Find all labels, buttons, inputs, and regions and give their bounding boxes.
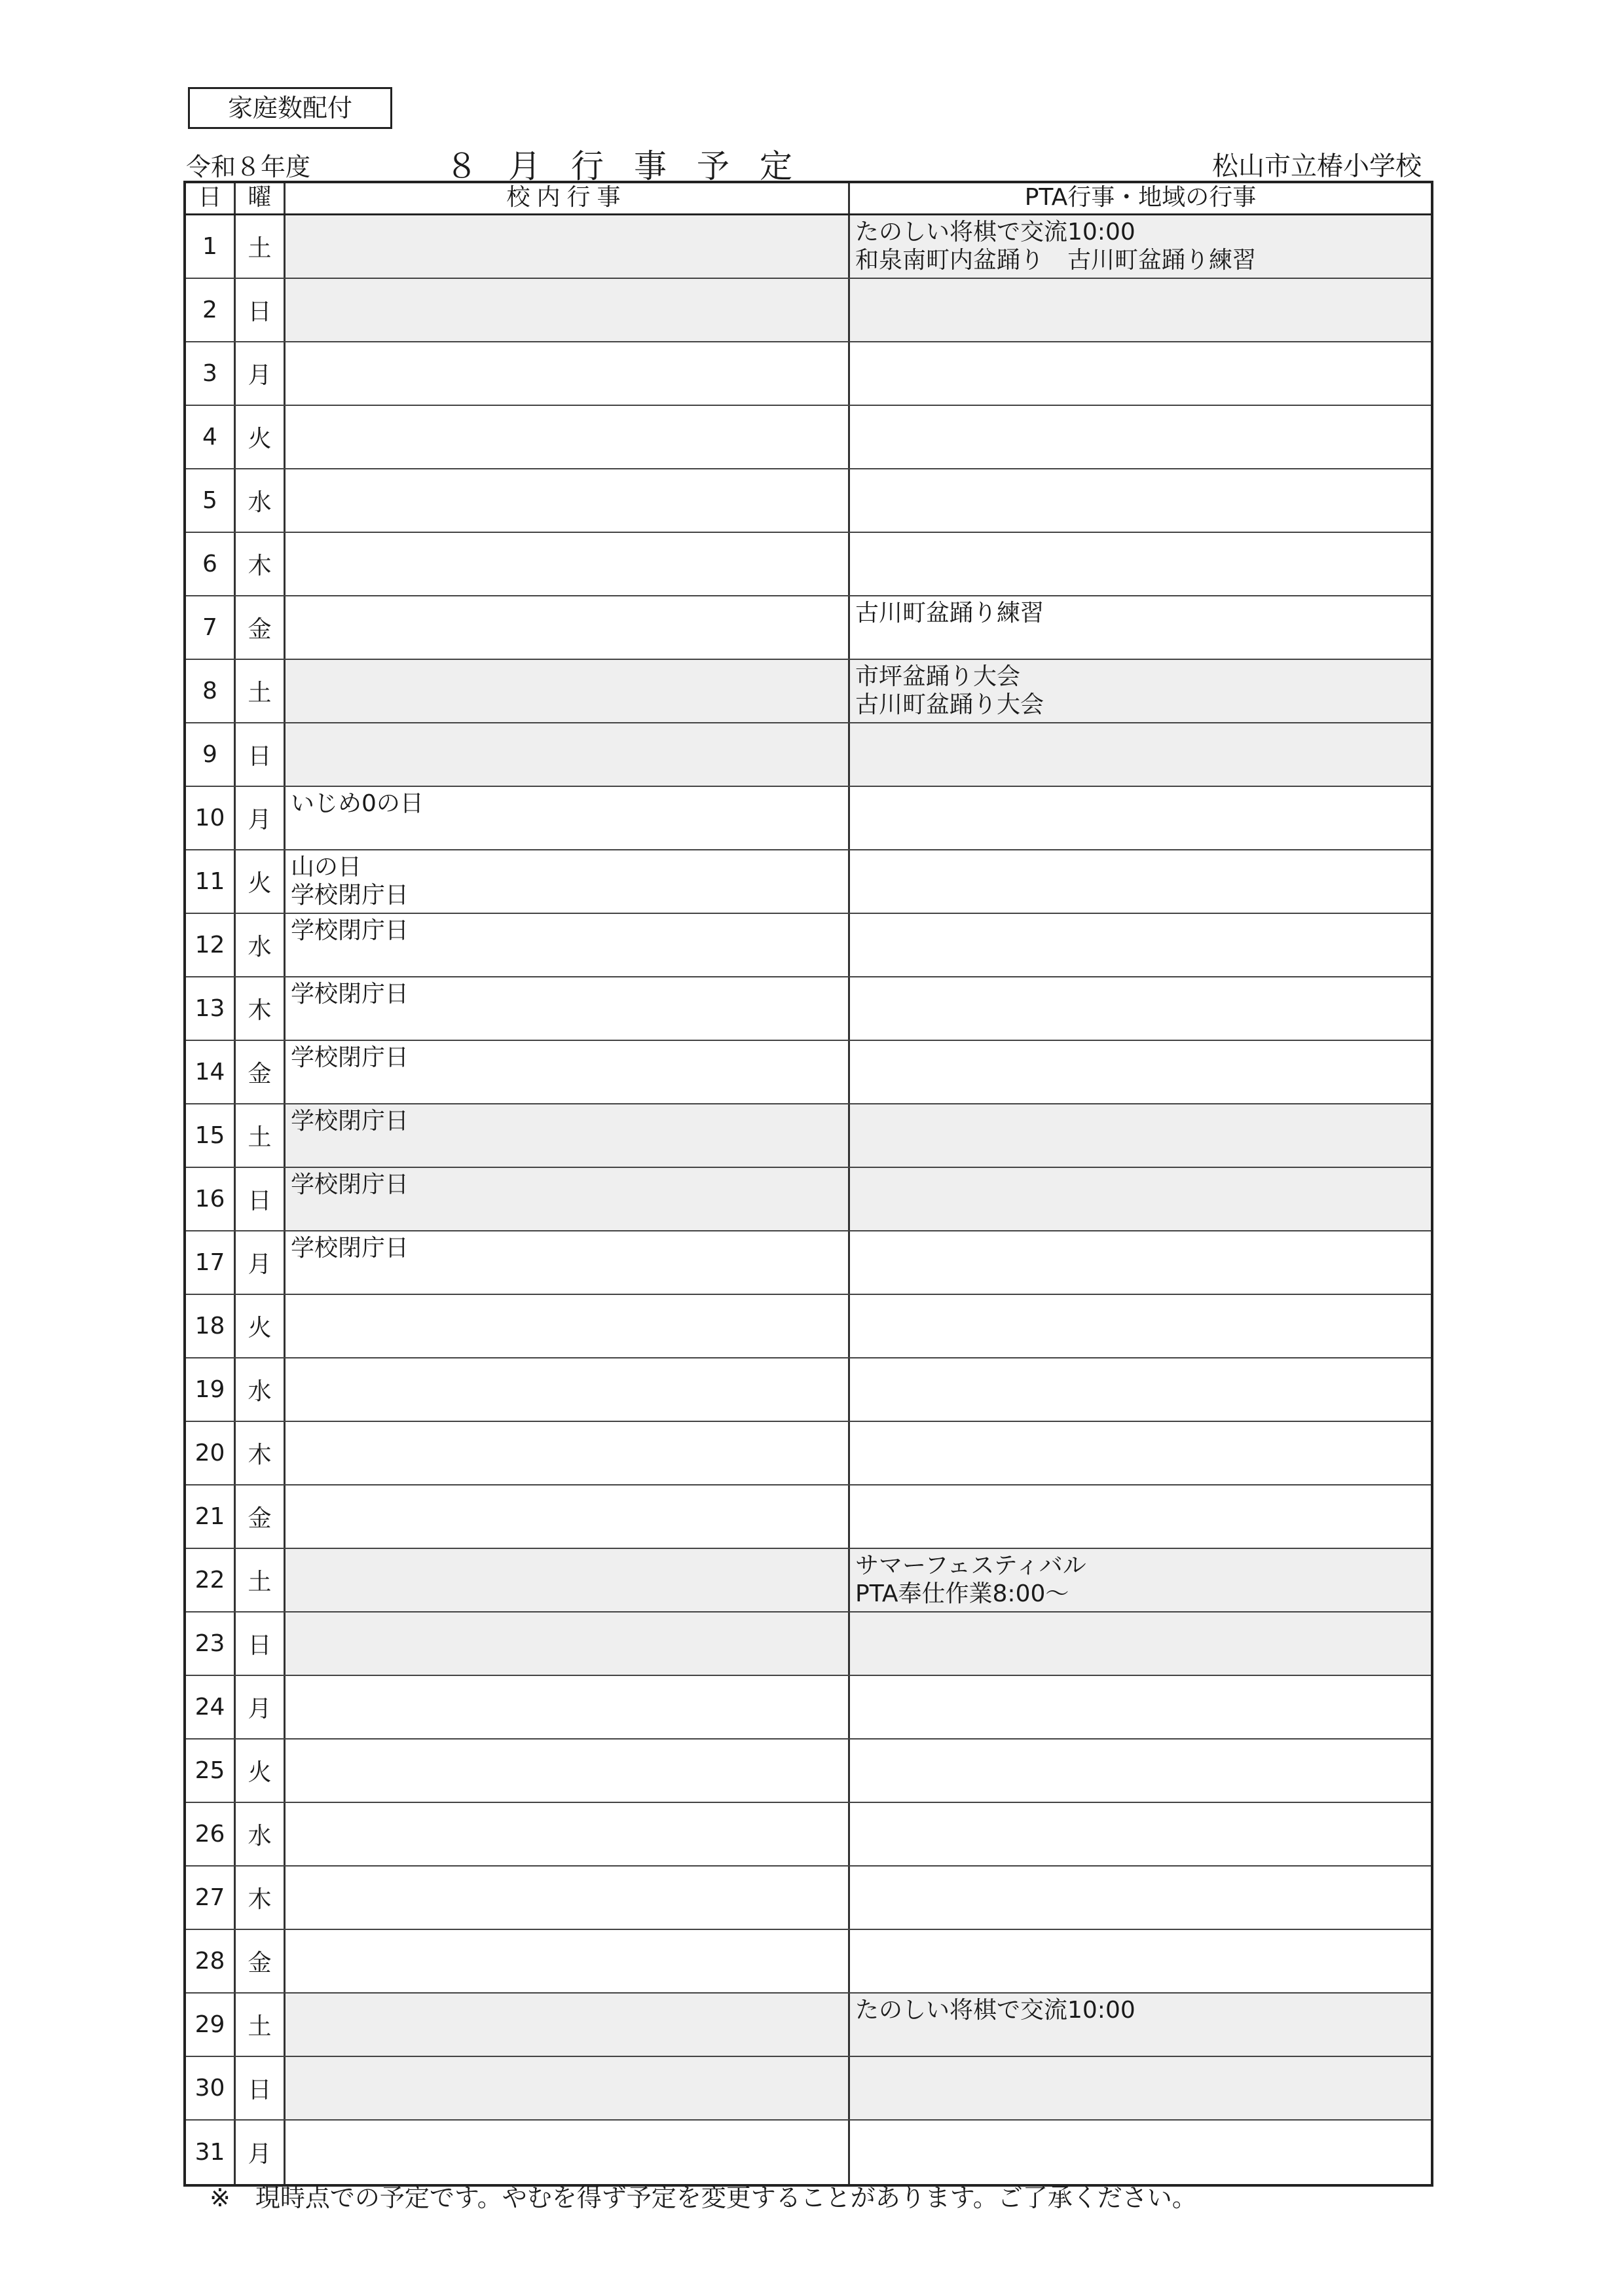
pta-event-cell bbox=[850, 279, 1431, 341]
table-row bbox=[186, 1740, 1431, 1803]
weekday: 月 bbox=[236, 787, 286, 849]
day-number: 15 bbox=[186, 1104, 236, 1167]
pta-event-cell bbox=[850, 977, 1431, 1040]
pta-event-cell bbox=[850, 1930, 1431, 1992]
day-number: 19 bbox=[186, 1358, 236, 1421]
school-event-cell bbox=[286, 1422, 850, 1484]
school-event-cell: 学校閉庁日 bbox=[286, 914, 850, 976]
school-event-cell bbox=[286, 215, 850, 278]
school-event-cell bbox=[286, 1358, 850, 1421]
pta-event-cell bbox=[850, 533, 1431, 595]
pta-event-cell bbox=[850, 406, 1431, 468]
school-event-cell bbox=[286, 279, 850, 341]
school-event-cell bbox=[286, 1613, 850, 1675]
weekday: 日 bbox=[236, 1613, 286, 1675]
weekday: 土 bbox=[236, 1549, 286, 1611]
weekday: 月 bbox=[236, 1676, 286, 1738]
school-event-cell bbox=[286, 1867, 850, 1929]
header-day: 日 bbox=[186, 183, 236, 213]
day-number: 6 bbox=[186, 533, 236, 595]
pta-event-cell bbox=[850, 1740, 1431, 1802]
school-event-cell: 学校閉庁日 bbox=[286, 977, 850, 1040]
weekday: 日 bbox=[236, 2057, 286, 2119]
table-row bbox=[186, 406, 1431, 469]
table-row bbox=[186, 1422, 1431, 1485]
school-event-cell: 山の日 学校閉庁日 bbox=[286, 850, 850, 913]
pta-event-cell: 古川町盆踊り練習 bbox=[855, 600, 1044, 627]
table-row bbox=[186, 1231, 1431, 1295]
day-number: 24 bbox=[186, 1676, 236, 1738]
school-event-cell bbox=[286, 406, 850, 468]
weekday: 金 bbox=[236, 596, 286, 659]
table-row bbox=[186, 1676, 1431, 1740]
pta-event-cell bbox=[850, 723, 1431, 786]
table-row bbox=[186, 977, 1431, 1041]
day-number: 10 bbox=[186, 787, 236, 849]
school-event-cell bbox=[286, 533, 850, 595]
weekday: 月 bbox=[236, 2121, 286, 2184]
weekday: 火 bbox=[236, 406, 286, 468]
day-number: 11 bbox=[186, 850, 236, 913]
day-number: 4 bbox=[186, 406, 236, 468]
day-number: 1 bbox=[186, 215, 236, 278]
pta-event-cell bbox=[850, 1867, 1431, 1929]
school-event-cell bbox=[286, 1295, 850, 1357]
day-number: 7 bbox=[186, 596, 236, 659]
school-event-cell bbox=[286, 2121, 850, 2184]
table-row bbox=[186, 596, 1431, 660]
day-number: 2 bbox=[186, 279, 236, 341]
distribution-label: 家庭数配付 bbox=[188, 87, 392, 129]
weekday: 月 bbox=[236, 1231, 286, 1294]
weekday: 土 bbox=[236, 1104, 286, 1167]
table-row bbox=[186, 914, 1431, 977]
table-row bbox=[186, 279, 1431, 342]
table-row bbox=[186, 533, 1431, 596]
school-event-cell bbox=[286, 1930, 850, 1992]
pta-event-cell bbox=[850, 469, 1431, 532]
weekday: 水 bbox=[236, 914, 286, 976]
pta-event-cell bbox=[850, 1613, 1431, 1675]
pta-event-cell bbox=[850, 1231, 1431, 1294]
pta-event-cell bbox=[850, 1803, 1431, 1865]
table-row bbox=[186, 1803, 1431, 1867]
table-row bbox=[186, 1994, 1431, 2057]
day-number: 14 bbox=[186, 1041, 236, 1103]
school-event-cell bbox=[286, 1676, 850, 1738]
day-number: 25 bbox=[186, 1740, 236, 1802]
pta-event-cell bbox=[850, 1041, 1431, 1103]
school-event-cell: 学校閉庁日 bbox=[286, 1104, 850, 1167]
pta-event-cell bbox=[850, 342, 1431, 405]
day-number: 3 bbox=[186, 342, 236, 405]
table-row bbox=[186, 2121, 1431, 2184]
pta-event-cell bbox=[850, 1104, 1431, 1167]
pta-event-cell bbox=[850, 1168, 1431, 1230]
pta-event-cell bbox=[850, 1676, 1431, 1738]
table-body bbox=[186, 215, 1431, 2184]
table-row bbox=[186, 1358, 1431, 1422]
weekday: 土 bbox=[236, 660, 286, 722]
era-year: 令和８年度 bbox=[186, 153, 311, 181]
day-number: 17 bbox=[186, 1231, 236, 1294]
table-row bbox=[186, 1613, 1431, 1676]
school-event-cell bbox=[286, 469, 850, 532]
weekday: 木 bbox=[236, 1422, 286, 1484]
table-row bbox=[186, 787, 1431, 850]
school-event-cell bbox=[286, 723, 850, 786]
school-event-cell bbox=[286, 1485, 850, 1548]
table-row bbox=[186, 1168, 1431, 1231]
table-row bbox=[186, 342, 1431, 406]
day-number: 30 bbox=[186, 2057, 236, 2119]
school-event-cell bbox=[286, 1549, 850, 1611]
weekday: 土 bbox=[236, 215, 286, 278]
pta-event-cell: たのしい将棋で交流10:00 和泉南町内盆踊り 古川町盆踊り練習 bbox=[850, 215, 1431, 278]
page-title: ８月行事予定 bbox=[445, 147, 822, 185]
weekday: 火 bbox=[236, 1740, 286, 1802]
day-number: 26 bbox=[186, 1803, 236, 1865]
school-event-cell bbox=[286, 660, 850, 722]
table-row bbox=[186, 1485, 1431, 1549]
pta-event-cell bbox=[850, 1485, 1431, 1548]
table-row bbox=[186, 1549, 1431, 1613]
header-school-events: 校内行事 bbox=[286, 183, 850, 213]
day-number: 21 bbox=[186, 1485, 236, 1548]
weekday: 水 bbox=[236, 469, 286, 532]
school-event-cell bbox=[286, 1994, 850, 2056]
weekday: 日 bbox=[236, 723, 286, 786]
school-event-cell bbox=[286, 342, 850, 405]
day-number: 8 bbox=[186, 660, 236, 722]
day-number: 31 bbox=[186, 2121, 236, 2184]
table-row bbox=[186, 1930, 1431, 1994]
table-row bbox=[186, 1867, 1431, 1930]
pta-event-cell bbox=[850, 1295, 1431, 1357]
table-row bbox=[186, 723, 1431, 787]
weekday: 水 bbox=[236, 1358, 286, 1421]
day-number: 28 bbox=[186, 1930, 236, 1992]
pta-event-cell bbox=[850, 2121, 1431, 2184]
table-row bbox=[186, 850, 1431, 914]
day-number: 29 bbox=[186, 1994, 236, 2056]
day-number: 12 bbox=[186, 914, 236, 976]
weekday: 木 bbox=[236, 977, 286, 1040]
pta-event-cell: たのしい将棋で交流10:00 bbox=[850, 1994, 1431, 2056]
header-pta-events: PTA行事・地域の行事 bbox=[1024, 184, 1257, 211]
day-number: 20 bbox=[186, 1422, 236, 1484]
table-row bbox=[186, 469, 1431, 533]
pta-event-cell bbox=[850, 787, 1431, 849]
table-row bbox=[186, 1295, 1431, 1358]
school-event-cell: 学校閉庁日 bbox=[286, 1231, 850, 1294]
weekday: 木 bbox=[236, 533, 286, 595]
day-number: 5 bbox=[186, 469, 236, 532]
table-row bbox=[186, 2057, 1431, 2121]
weekday: 水 bbox=[236, 1803, 286, 1865]
day-number: 13 bbox=[186, 977, 236, 1040]
school-event-cell bbox=[286, 2057, 850, 2119]
pta-event-cell bbox=[850, 1358, 1431, 1421]
day-number: 23 bbox=[186, 1613, 236, 1675]
school-event-cell bbox=[286, 1740, 850, 1802]
table-row bbox=[186, 660, 1431, 723]
school-event-cell bbox=[286, 1803, 850, 1865]
schedule-table bbox=[183, 181, 1433, 2187]
school-event-cell: 学校閉庁日 bbox=[286, 1168, 850, 1230]
table-row bbox=[186, 215, 1431, 279]
table-row bbox=[186, 1041, 1431, 1104]
pta-event-cell bbox=[850, 914, 1431, 976]
footnote: ※ 現時点での予定です。やむを得ず予定を変更することがあります。ご了承ください。 bbox=[210, 2183, 1197, 2212]
weekday: 金 bbox=[236, 1930, 286, 1992]
header-weekday: 曜 bbox=[236, 183, 286, 213]
pta-event-cell: サマーフェスティバル PTA奉仕作業8:00～ bbox=[850, 1549, 1431, 1611]
pta-event-cell: 市坪盆踊り大会 古川町盆踊り大会 bbox=[850, 660, 1431, 722]
weekday: 日 bbox=[236, 279, 286, 341]
weekday: 金 bbox=[236, 1485, 286, 1548]
school-name: 松山市立椿小学校 bbox=[1212, 151, 1422, 181]
day-number: 9 bbox=[186, 723, 236, 786]
pta-event-cell bbox=[850, 850, 1431, 913]
weekday: 金 bbox=[236, 1041, 286, 1103]
weekday: 日 bbox=[236, 1168, 286, 1230]
weekday: 火 bbox=[236, 1295, 286, 1357]
school-event-cell bbox=[286, 596, 850, 659]
weekday: 火 bbox=[236, 850, 286, 913]
pta-event-cell bbox=[850, 2057, 1431, 2119]
table-header bbox=[186, 183, 1431, 215]
pta-event-cell bbox=[850, 1422, 1431, 1484]
weekday: 月 bbox=[236, 342, 286, 405]
day-number: 22 bbox=[186, 1549, 236, 1611]
day-number: 18 bbox=[186, 1295, 236, 1357]
weekday: 木 bbox=[236, 1867, 286, 1929]
table-row bbox=[186, 1104, 1431, 1168]
weekday: 土 bbox=[236, 1994, 286, 2056]
school-event-cell: 学校閉庁日 bbox=[286, 1041, 850, 1103]
school-event-cell: いじめ0の日 bbox=[286, 787, 850, 849]
day-number: 27 bbox=[186, 1867, 236, 1929]
day-number: 16 bbox=[186, 1168, 236, 1230]
